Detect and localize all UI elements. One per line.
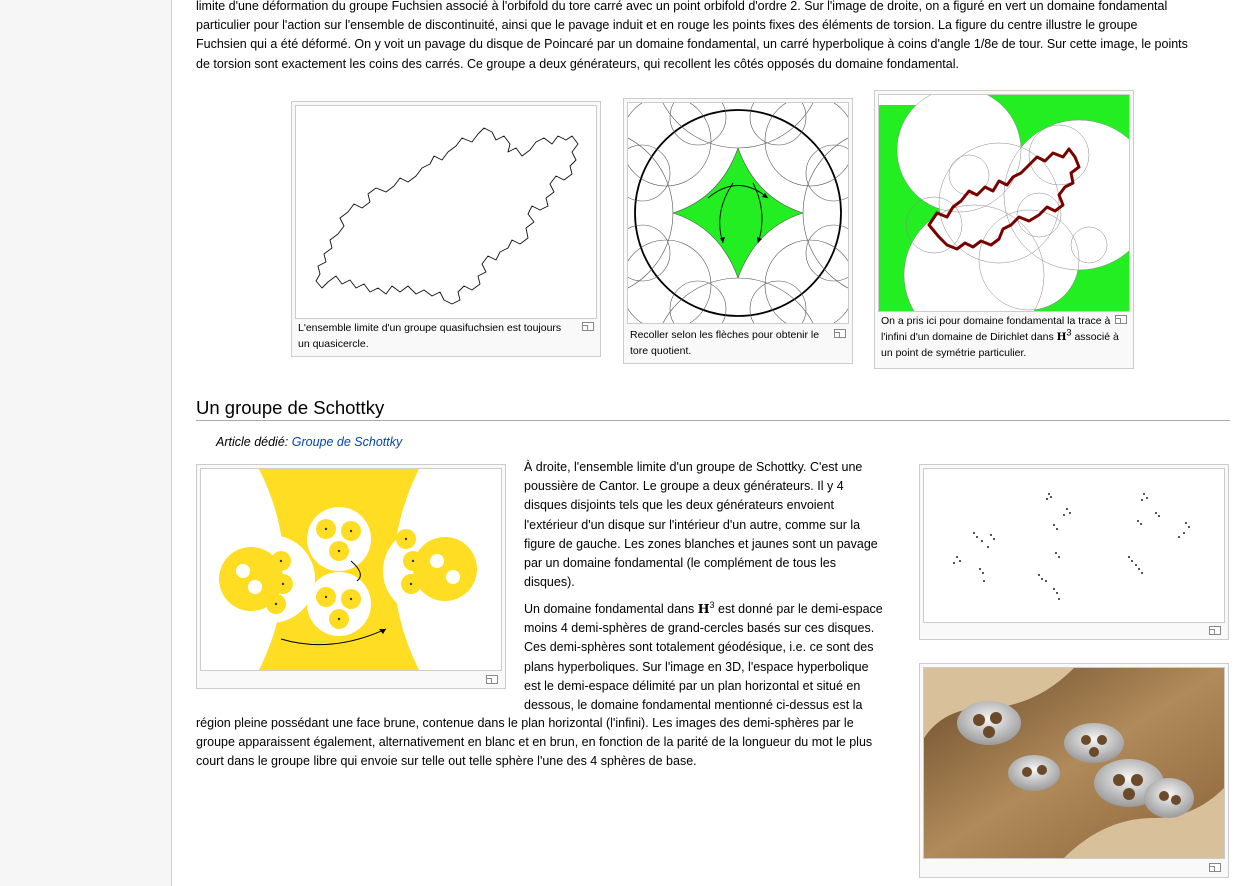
dirichlet-domain-caption: [881, 313, 1129, 361]
paragraph-line: région pleine possédant une face brune, contenue dans le plan horizontal (l'infini). Les images des demi-sphères par le: [196, 716, 854, 730]
paragraph-line: dessous, le domaine fondamental mentionné ci-dessus est la: [524, 698, 863, 713]
enlarge-icon[interactable]: [1209, 626, 1221, 635]
schottky-paragraph-2-continued: [196, 714, 916, 772]
article-content: [171, 0, 1244, 886]
enlarge-icon[interactable]: [834, 329, 846, 338]
paragraph-line: À droite, l'ensemble limite d'un groupe de Schottky. C'est une: [524, 460, 863, 474]
p2-text-end: est donné par le demi-espace: [714, 602, 883, 616]
intro-paragraph: [196, 0, 1244, 74]
figure-cantor-dust: [919, 464, 1229, 640]
dirichlet-caption-text: On a pris ici pour domaine fondamental la trace à l'infini d'un domaine de Dirichlet dans: [881, 315, 1111, 343]
dirichlet-domain-image[interactable]: [878, 94, 1130, 312]
intro-line: particulier pour l'action sur l'ensemble de discontinuité, ainsi que le pavage induit et en rouge les points fixes des éléments de torsion. La figure du centre illustre le groupe: [196, 18, 1138, 33]
figure-3d-hemispheres: [919, 663, 1229, 878]
intro-line: Fuchsien qui a été déformé. On y voit un pavage du disque de Poincaré par un domaine fondamental, un carré hyperbolique à coins d'angle 1/8e de tour. Sur cette image, le points: [196, 37, 1188, 52]
enlarge-icon[interactable]: [1209, 863, 1221, 872]
main-article-note: [216, 435, 402, 449]
figure-dirichlet-domain: [874, 90, 1134, 369]
paragraph-line: disques).: [524, 575, 575, 590]
figure-poincare-disk: [623, 98, 853, 364]
paragraph-line: plans hyperboliques. Sur l'image en 3D, l'espace hyperbolique: [524, 659, 869, 674]
h3-exponent: 3: [1066, 327, 1072, 338]
dirichlet-caption-text-end: associé à un point de symétrie particulier.: [881, 331, 1119, 359]
schottky-discs-image[interactable]: [200, 468, 502, 671]
section-heading-schottky: Un groupe de Schottky: [196, 397, 385, 418]
figure-quasicircle: [291, 101, 601, 357]
schottky-paragraph-1: [524, 458, 904, 592]
h3-symbol: H: [1056, 331, 1067, 343]
main-article-label: Article dédié:: [216, 435, 292, 449]
intro-line: de torsion sont exactement les coins des carrés. Ce groupe a deux générateurs, qui recollent les côtés opposés du domaine fondamental.: [196, 56, 959, 71]
paragraph-line: figure de gauche. Les zones blanches et jaunes sont un pavage: [524, 536, 878, 551]
paragraph-line: [524, 599, 904, 619]
cantor-dust-image[interactable]: [923, 468, 1225, 623]
quasicircle-caption: L'ensemble limite d'un groupe quasifuchsien est toujours un quasicercle.: [298, 322, 562, 350]
paragraph-line: groupe apparaissent également, alternativement en blanc et en brun, en fonction de la parité de la longueur du mot le plus: [196, 735, 873, 750]
enlarge-icon[interactable]: [1115, 315, 1127, 324]
quasicircle-image[interactable]: [295, 105, 597, 319]
figure-schottky-discs: [196, 464, 506, 689]
h3-symbol: H: [697, 601, 710, 616]
enlarge-icon[interactable]: [486, 675, 498, 684]
paragraph-line: par un domaine fondamental (le complément de tous les: [524, 556, 836, 571]
schottky-paragraph-2: [524, 599, 904, 715]
enlarge-icon[interactable]: [582, 322, 594, 331]
intro-line: limite d'une déformation du groupe Fuchsien associé à l'orbifold du tore carré avec un point orbifold d'ordre 2. Sur l'image de droite, on a figuré en vert un domaine fondamental: [196, 0, 1168, 13]
poincare-disk-image[interactable]: [627, 102, 849, 324]
p2-text: Un domaine fondamental dans: [524, 602, 698, 616]
h3-exponent: 3: [709, 599, 715, 610]
section-rule: [196, 420, 1230, 421]
paragraph-line: Ces demi-sphères sont totalement géodésique, i.e. ce sont des: [524, 640, 874, 655]
paragraph-line: moins 4 demi-sphères de grand-cercles basés sur ces disques.: [524, 621, 875, 636]
main-article-link[interactable]: Groupe de Schottky: [291, 435, 403, 449]
paragraph-line: disques disjoints tels que les deux générateurs envoient: [524, 498, 834, 513]
paragraph-line: poussière de Cantor. Le groupe a deux générateurs. Il y 4: [524, 479, 844, 494]
hemispheres-3d-image[interactable]: [923, 667, 1225, 859]
paragraph-line: l'extérieur d'un disque sur l'intérieur d'un autre, comme sur la: [524, 517, 861, 532]
paragraph-line: est le demi-espace délimité par un plan horizontal et situé en: [524, 678, 861, 693]
paragraph-line: court dans le groupe libre qui envoie sur telle out telle sphère l'une des 4 sphères de base.: [196, 754, 697, 769]
poincare-disk-caption: Recoller selon les flèches pour obtenir le tore quotient.: [630, 329, 820, 357]
